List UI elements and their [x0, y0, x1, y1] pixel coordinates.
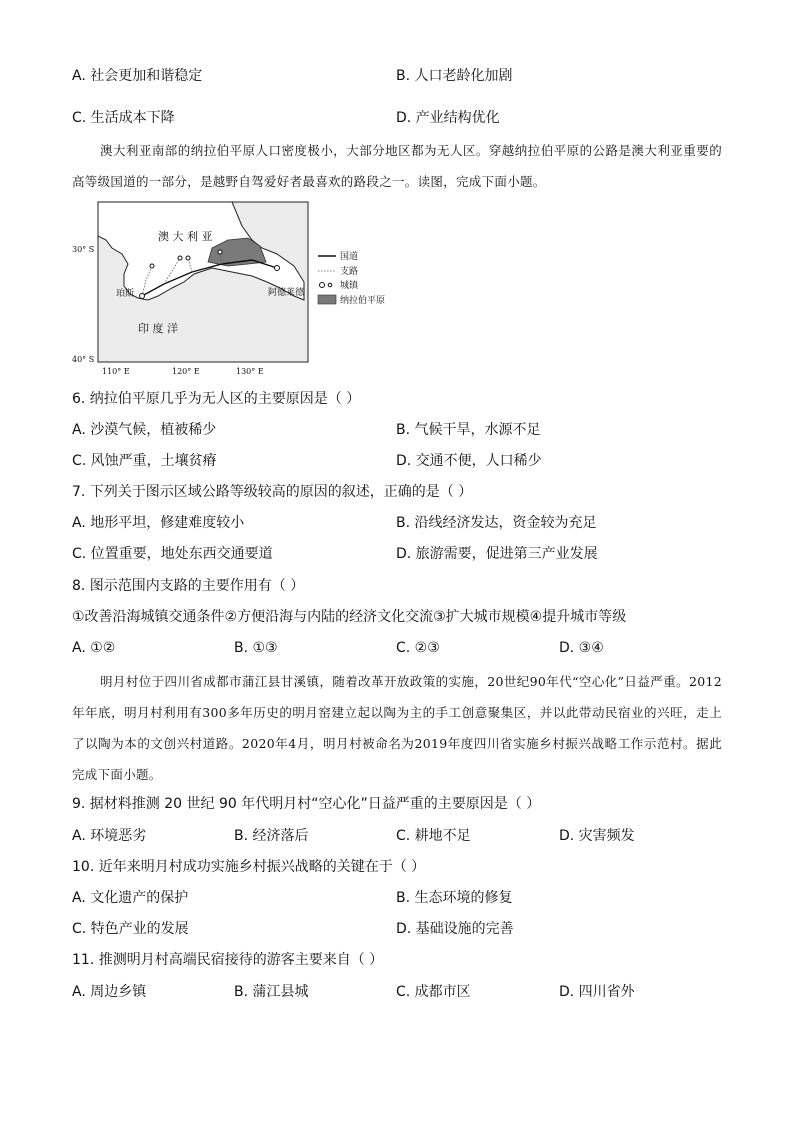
q8-items: ①改善沿海城镇交通条件②方便沿海与内陆的经济文化交流③扩大城市规模④提升城市等级: [72, 609, 627, 625]
q10-option-a[interactable]: A. 文化遗产的保护: [72, 890, 189, 906]
q5-option-a[interactable]: A. 社会更加和谐稳定: [72, 68, 203, 84]
q10-option-c[interactable]: C. 特色产业的发展: [72, 921, 189, 937]
q10-stem: 10. 近年来明月村成功实施乡村振兴战略的关键在于（ ）: [72, 859, 426, 875]
q8-options-row: [72, 637, 732, 659]
map-city-perth: 珀斯: [116, 289, 135, 299]
q9-option-c[interactable]: C. 耕地不足: [396, 828, 471, 844]
q7-options-row1: [72, 512, 732, 534]
nullarbor-map: [72, 196, 412, 376]
map-lon-110: 110° E: [102, 367, 130, 376]
q8-option-d[interactable]: D. ③④: [559, 640, 604, 656]
map-lat-30: 30° S: [72, 245, 95, 254]
q7-option-b[interactable]: B. 沿线经济发达，资金较为充足: [396, 515, 597, 531]
q9-options-row: [72, 825, 732, 847]
q9-option-b[interactable]: B. 经济落后: [234, 828, 309, 844]
q5-option-c[interactable]: C. 生活成本下降: [72, 110, 175, 126]
map-lat-40: 40° S: [72, 355, 95, 364]
map-city-adelaide: 阿德莱德: [268, 288, 305, 298]
town-marker: [186, 256, 190, 260]
town-marker: [178, 256, 182, 260]
legend-plain-label: 纳拉伯平原: [340, 296, 386, 306]
legend-highway-label: 国道: [340, 252, 359, 262]
q11-option-d[interactable]: D. 四川省外: [559, 984, 635, 1000]
q8-option-c[interactable]: C. ②③: [396, 640, 440, 656]
town-marker: [150, 264, 154, 268]
q8-stem: 8. 图示范围内支路的主要作用有（ ）: [72, 578, 305, 594]
q11-option-a[interactable]: A. 周边乡镇: [72, 984, 147, 1000]
map-lon-130: 130° E: [236, 367, 264, 376]
legend-branch-label: 支路: [340, 267, 359, 277]
legend-town-icon: [320, 283, 325, 288]
q9-option-a[interactable]: A. 环境恶劣: [72, 828, 147, 844]
q7-option-d[interactable]: D. 旅游需要，促进第三产业发展: [396, 546, 598, 562]
q7-option-a[interactable]: A. 地形平坦，修建难度较小: [72, 515, 245, 531]
legend-town-label: 城镇: [340, 281, 359, 291]
q6-option-c[interactable]: C. 风蚀严重，土壤贫瘠: [72, 453, 217, 469]
q6-option-b[interactable]: B. 气候干旱，水源不足: [396, 422, 541, 438]
q9-option-d[interactable]: D. 灾害频发: [559, 828, 635, 844]
map-ocean-label: 印 度 洋: [138, 322, 178, 335]
q11-stem: 11. 推测明月村高端民宿接待的游客主要来自（ ）: [72, 952, 384, 968]
q10-option-d[interactable]: D. 基础设施的完善: [396, 921, 514, 937]
q9-stem: 9. 据材料推测 20 世纪 90 年代明月村“空心化”日益严重的主要原因是（ ）: [72, 796, 541, 812]
q6-option-a[interactable]: A. 沙漠气候，植被稀少: [72, 422, 217, 438]
q7-stem: 7. 下列关于图示区域公路等级较高的原因的叙述，正确的是（ ）: [72, 484, 473, 500]
q6-options-row1: [72, 419, 732, 441]
map-country-label: 澳 大 利 亚: [158, 230, 213, 243]
q11-options-row: [72, 981, 732, 1003]
town-perth: [140, 294, 145, 299]
q6-option-d[interactable]: D. 交通不便，人口稀少: [396, 453, 542, 469]
q10-options-row2: [72, 918, 732, 940]
q6-options-row2: [72, 450, 732, 472]
q8-option-a[interactable]: A. ①②: [72, 640, 116, 656]
passage-nullarbor: 澳大利亚南部的纳拉伯平原人口密度极小，大部分地区都为无人区。穿越纳拉伯平原的公路是澳大利亚重要的高等级国道的一部分，是越野自驾爱好者最喜欢的路段之一。读图，完成下面小题。: [72, 143, 722, 189]
town-adelaide: [275, 266, 280, 271]
town-marker: [218, 250, 222, 254]
map-lon-120: 120° E: [172, 367, 200, 376]
q5-options-row1: [72, 65, 732, 87]
legend-plain-swatch: [318, 295, 336, 304]
q11-option-b[interactable]: B. 蒲江县城: [234, 984, 309, 1000]
passage-mingyue: 明月村位于四川省成都市蒲江县甘溪镇，随着改革开放政策的实施，20世纪90年代“空心化”日益严重。2012年年底，明月村利用有300多年历史的明月窑建立起以陶为主的手工创意聚集区，并以此带动民宿业的兴旺，走上了以陶为本的文创兴村道路。2020年4月，明月村被命名为2019年度四川省实施乡村振兴战略工作示范村。据此完成下面小题。: [72, 674, 722, 782]
q6-stem: 6. 纳拉伯平原几乎为无人区的主要原因是（ ）: [72, 391, 361, 407]
q10-option-b[interactable]: B. 生态环境的修复: [396, 890, 513, 906]
q8-option-b[interactable]: B. ①③: [234, 640, 278, 656]
q5-options-row2: [72, 107, 732, 129]
q7-options-row2: [72, 543, 732, 565]
legend-town-icon: [328, 283, 332, 287]
q5-option-d[interactable]: D. 产业结构优化: [396, 110, 500, 126]
q7-option-c[interactable]: C. 位置重要，地处东西交通要道: [72, 546, 273, 562]
q10-options-row1: [72, 887, 732, 909]
q11-option-c[interactable]: C. 成都市区: [396, 984, 471, 1000]
q5-option-b[interactable]: B. 人口老龄化加剧: [396, 68, 513, 84]
